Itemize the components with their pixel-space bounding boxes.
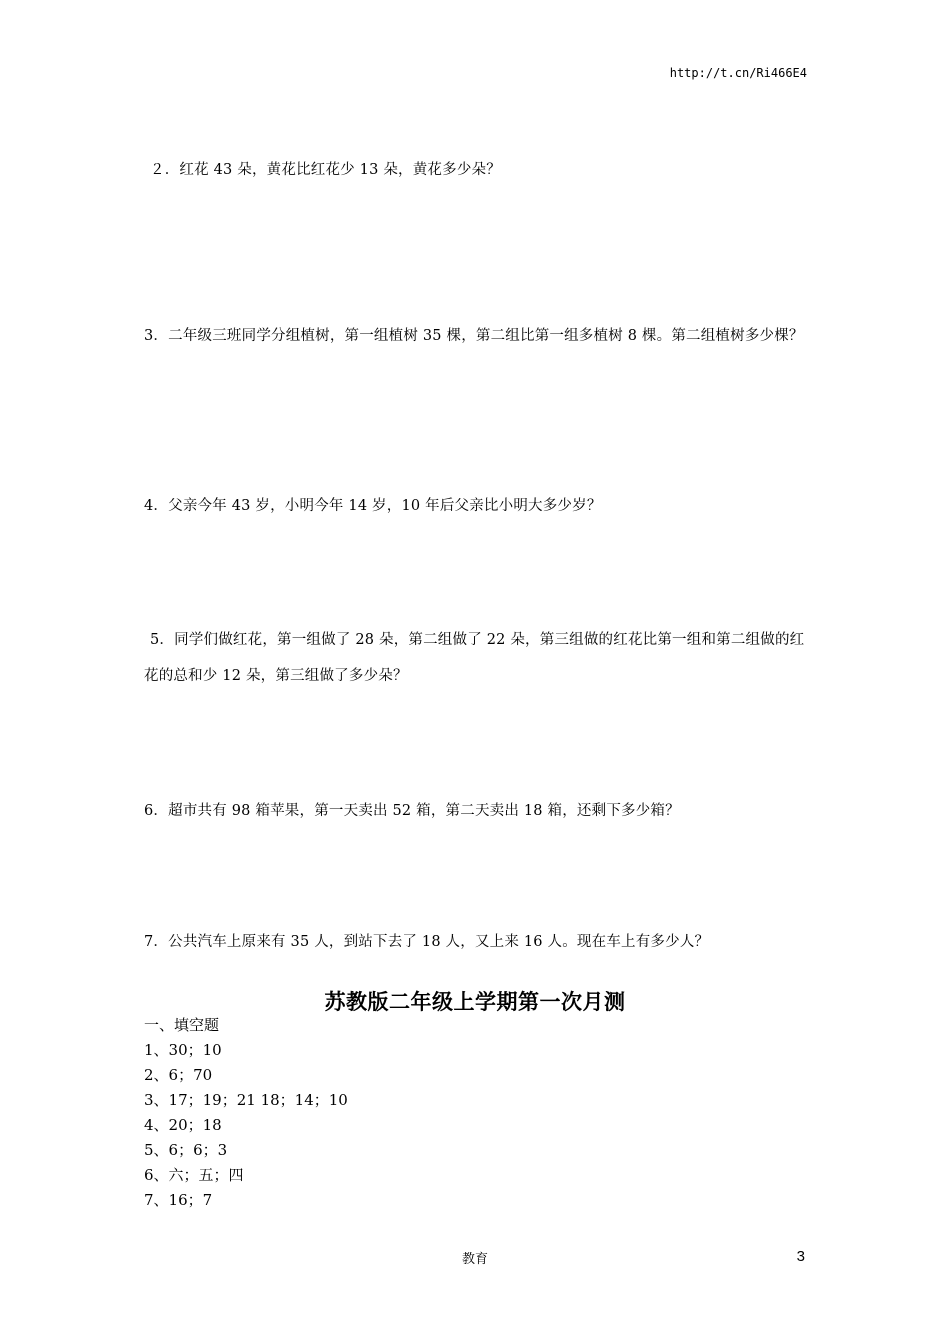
question-7: 7．公共汽车上原来有 35 人，到站下去了 18 人，又上来 16 人。现在车上有多少人？	[144, 934, 710, 950]
answer-section-heading: 一、填空题	[144, 1016, 220, 1034]
answer-line: 2、6；70	[144, 1066, 213, 1084]
answer-line: 5、6；6；3	[144, 1141, 228, 1159]
answer-line: 3、17；19；21 18；14；10	[144, 1091, 348, 1109]
header-url: http://t.cn/Ri466E4	[669, 66, 807, 80]
answer-line: 7、16；7	[144, 1191, 213, 1209]
answer-line: 4、20；18	[144, 1116, 222, 1134]
answer-line: 6、六；五；四	[144, 1166, 244, 1184]
page-number: 3	[796, 1248, 805, 1265]
answer-key	[144, 1013, 348, 1213]
question-3: 3．二年级三班同学分组植树，第一组植树 35 棵，第二组比第一组多植树 8 棵。第二组植树多少棵？	[144, 328, 804, 344]
question-5: 5．同学们做红花，第一组做了 28 朵，第二组做了 22 朵，第三组做的红花比第一组和第二组做的红花的总和少 12 朵，第三组做了多少朵？	[144, 632, 805, 684]
answer-line: 1、30；10	[144, 1041, 222, 1059]
question-4: 4．父亲今年 43 岁，小明今年 14 岁，10 年后父亲比小明大多少岁？	[144, 498, 602, 514]
question-6: 6．超市共有 98 箱苹果，第一天卖出 52 箱，第二天卖出 18 箱，还剩下多少箱？	[144, 803, 680, 819]
question-2: ２．红花 43 朵，黄花比红花少 13 朵，黄花多少朵？	[150, 162, 501, 178]
answer-key-title: 苏教版二年级上学期第一次月测	[324, 990, 626, 1014]
footer-text: 教育	[461, 1252, 488, 1267]
